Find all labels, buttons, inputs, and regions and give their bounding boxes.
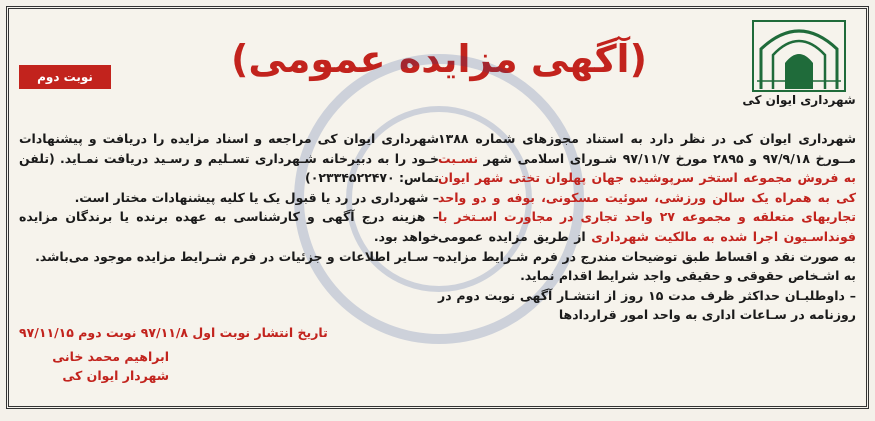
mosque-arch-icon <box>751 19 847 93</box>
reject-rule: – شهرداری در رد یا قبول یک یا کلیه پیشنهادات مختار است. <box>74 189 439 205</box>
signer-name: ابراهیم محمد خانی <box>52 349 169 364</box>
applicants-paragraph: – داوطلبـان حداکثر ظرف مدت ۱۵ روز از انتشـار آگهی نوبت دوم در روزنامه در سـاعات اداری به واحد امور قراردادها <box>438 287 856 323</box>
intro-paragraph <box>438 129 856 286</box>
intro-text-a: شهرداری ایوان کی در نظر دارد به استناد مجوزهای شماره ۱۳۸۸ مــورخ ۹۷/۹/۱۸ و ۲۸۹۵ مورخ ۹۷/۱۱/۷ شـورای اسلامی شهر <box>438 131 856 166</box>
cost-rule: – هزینه درج آگهی و کارشناسی به عهده برنده یا برندگان مزایده خواهد بود. <box>19 209 439 244</box>
submission-paragraph: شهرداری ایوان کی مراجعه و اسناد مزایده را دریافت و پیشنهادات خـود را به دبیرخانه شـهرداری تسـلیم و رسـید دریافت نمـاید. (تلفن تماس: ۰۲۳۳۴۵۲۲۴۷۰) <box>19 131 439 186</box>
advertisement-page <box>6 6 869 409</box>
left-text-column <box>19 129 439 266</box>
intro-text-b: از طریق مزایده عمومی به صورت نقد و اقساط طبق توضیحات مندرج در فرم شـرایط مزایده به اشـخاص حقوقی و حقیقی واجد شرایط اقدام نماید. <box>438 228 856 284</box>
signer-role: شهردار ایوان کی <box>62 368 169 383</box>
logo-caption: شهرداری ایوان کی <box>742 93 856 107</box>
signature-block <box>19 347 169 385</box>
intro-text-highlight: نسـبت به فروش مجموعه استخر سرپوشیده جهان پهلوان تختی شهر ایوان کی به همراه یک سالن ورزشی، سوئیت مسکونی، بوفه و دو واحد تجاریهای متعلقه و مجموعه ۲۷ واحد تجاری در مجاورت اسـتخر با فونداسـیون اجرا شده به مالکیت شهرداری <box>438 150 856 244</box>
right-text-column <box>438 129 856 325</box>
info-rule: – سـایر اطلاعات و جزئیات در فرم شـرایط مزایده موجود می‌باشد. <box>35 248 439 264</box>
page-title: (آگهی مزایده عمومی) <box>231 37 647 81</box>
publication-dates: تاریخ انتشار نوبت اول ۹۷/۱۱/۸ نوبت دوم ۹۷/۱۱/۱۵ <box>19 325 328 340</box>
round-badge: نوبت دوم <box>19 65 111 89</box>
